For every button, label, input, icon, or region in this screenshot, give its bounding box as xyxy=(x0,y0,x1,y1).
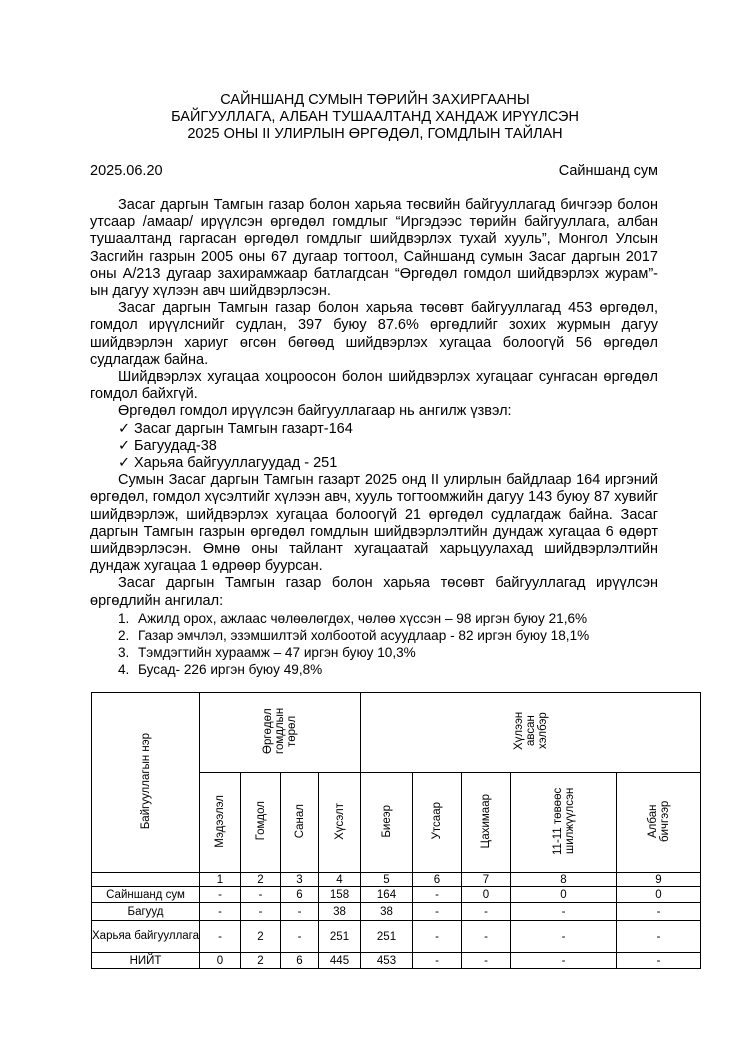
report-body xyxy=(90,197,658,679)
org-checklist xyxy=(90,421,658,473)
check-icon: ✓ xyxy=(118,455,131,472)
receipt-form-header: Хүлээн авсан хэлбэр xyxy=(361,693,701,773)
table-row: Харьяа байгууллага - 2 - 251 251 - - - - xyxy=(92,921,701,953)
check-item: ✓ Харьяа байгууллагуудад - 251 xyxy=(118,455,338,472)
col-header: Хүсэлт xyxy=(319,773,361,873)
check-item: ✓ Багуудад-38 xyxy=(118,437,217,454)
col-header: Гомдол xyxy=(241,773,281,873)
col-header: Мэдээлэл xyxy=(200,773,241,873)
check-icon: ✓ xyxy=(118,420,131,437)
statistics-table xyxy=(91,692,701,969)
report-date: 2025.06.20 xyxy=(90,163,163,179)
paragraph-6: Засаг даргын Тамгын газар болон харьяа төсөвт байгууллагад ирүүлсэн өргөдлийн ангилал: xyxy=(90,575,658,609)
paragraph-5: Сумын Засаг даргын Тамгын газарт 2025 онд II улирлын байдлаар 164 иргэний өргөдөл, гомдол хүсэлтийг хүлээн авч, хууль тогтоомжийн дагуу 143 буюу 87 хувийг шийдвэрлэж, шийдвэрлэх хугацаа болоогүй 21 өргөдөл судлагдаж байна. Засаг даргын Тамгын газрын өргөдөл гомдлын шийдвэрлэлтийн дундаж хугацаа 6 өдөрт шийдвэрлэсэн. Өмнө оны тайлант хугацаатай харьцуулахад шийдвэрлэлтийн дундаж хугацаа 1 өдрөөр буурсан. xyxy=(90,472,658,575)
list-item: 3. Тэмдэгтийн хураамж – 47 иргэн буюу 10,3% xyxy=(118,645,416,661)
table-row: Багууд - - - 38 38 - - - - xyxy=(92,903,701,921)
list-item: 4. Бусад- 226 иргэн буюу 49,8% xyxy=(118,662,323,678)
col-header: Биеэр xyxy=(361,773,413,873)
report-title xyxy=(0,92,750,143)
column-number-row: 1 2 3 4 5 6 7 8 9 xyxy=(92,873,701,887)
col-header: Санал xyxy=(281,773,319,873)
paragraph-4: Өргөдөл гомдол ирүүлсэн байгууллагаар нь ангилж үзвэл: xyxy=(118,403,512,420)
table-row: Сайншанд сум - - 6 158 164 - 0 0 0 xyxy=(92,887,701,903)
check-item: ✓ Засаг даргын Тамгын газарт-164 xyxy=(118,420,353,437)
title-line-3: 2025 ОНЫ II УЛИРЛЫН ӨРГӨДӨЛ, ГОМДЛЫН ТАЙЛАН xyxy=(187,126,563,142)
paragraph-3: Шийдвэрлэх хугацаа хоцроосон болон шийдвэрлэх хугацааг сунгасан өргөдөл гомдол байхгүй. xyxy=(90,369,658,403)
col-header: Албан бичгээр xyxy=(617,773,701,873)
col-header: Утсаар xyxy=(413,773,462,873)
report-place: Сайншанд сум xyxy=(558,163,658,179)
list-item: 2. Газар эмчлэл, эзэмшилтэй холбоотой асуудлаар - 82 иргэн буюу 18,1% xyxy=(118,628,590,644)
org-name-header: Байгууллагын нэр xyxy=(92,693,200,873)
paragraph-2: Засаг даргын Тамгын газар болон харьяа төсөвт байгууллагад 453 өргөдөл, гомдол ирүүлснийг судлан, 397 буюу 87.6% өргөдлийг зохих журмын дагуу шийдвэрлэн хариуг өгсөн бөгөөд шийдвэрлэх хугацаа болоогүй 56 өргөдөл судлагдаж байна. xyxy=(90,300,658,368)
table-row-total: НИЙТ 0 2 6 445 453 - - - - xyxy=(92,953,701,969)
category-list xyxy=(90,610,658,679)
title-line-1: САЙНШАНД СУМЫН ТӨРИЙН ЗАХИРГААНЫ xyxy=(220,92,530,108)
col-header: Цахимаар xyxy=(462,773,511,873)
list-item: 1. Ажилд орох, ажлаас чөлөөлөгдөх, чөлөө хүссэн – 98 иргэн буюу 21,6% xyxy=(118,610,588,626)
col-header: 11-11 төвөөс шилжүүлсэн xyxy=(511,773,617,873)
complaint-type-header: Өргөдөл гомдлын төрөл xyxy=(200,693,361,773)
check-icon: ✓ xyxy=(118,437,131,454)
paragraph-1: Засаг даргын Тамгын газар болон харьяа төсвийн байгууллагад бичгээр болон утсаар /амаар/ ирүүлсэн өргөдөл гомдлыг “Иргэдээс төрийн байгууллага, албан тушаалтанд гаргасан өргөдөл гомдлыг шийдвэрлэх тухай хууль”, Монгол Улсын Засгийн газрын 2005 оны 67 дугаар тогтоол, Сайншанд сумын Засаг даргын 2017 оны А/213 дугаар захирамжаар батлагдсан “Өргөдөл гомдол шийдвэрлэх журам”-ын дагуу хүлээн авч шийдвэрлэсэн. xyxy=(90,197,658,300)
title-line-2: БАЙГУУЛЛАГА, АЛБАН ТУШААЛТАНД ХАНДАЖ ИРҮҮЛСЭН xyxy=(171,109,579,125)
